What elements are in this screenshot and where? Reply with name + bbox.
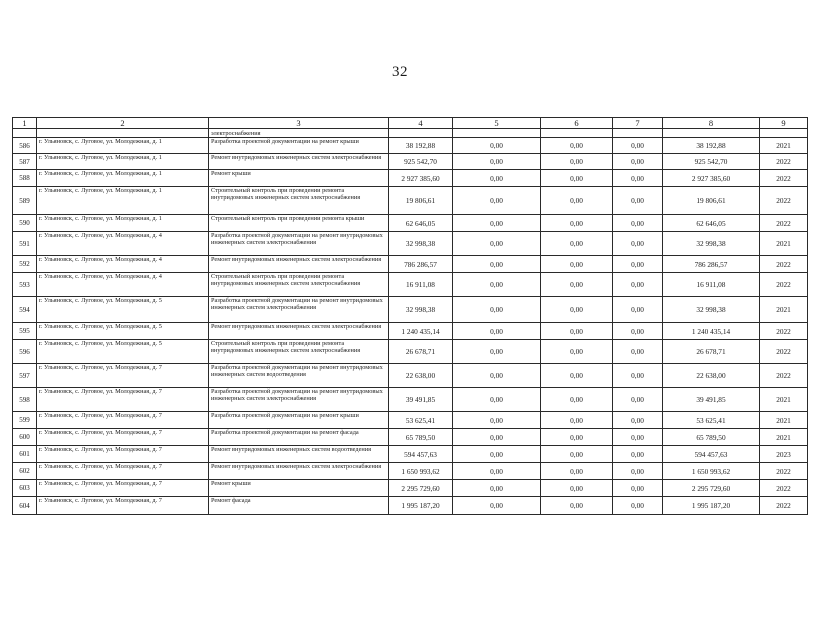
budget-share-cell: 0,00	[541, 388, 613, 412]
fund-total-cell: 38 192,88	[663, 138, 760, 154]
row-number: 598	[13, 388, 37, 412]
page-number: 32	[392, 64, 408, 80]
budget-share-cell: 0,00	[541, 497, 613, 515]
total-cost-cell: 786 286,57	[389, 256, 453, 273]
total-cost-cell: 1 240 435,14	[389, 323, 453, 340]
fund-share-cell: 0,00	[453, 154, 541, 170]
owner-share-cell: 0,00	[613, 412, 663, 429]
fund-share-cell: 0,00	[453, 446, 541, 463]
year-cell: 2021	[760, 412, 808, 429]
address-cell: г. Ульяновск, с. Луговое, ул. Молодежная, д. 5	[37, 297, 209, 323]
address-cell: г. Ульяновск, с. Луговое, ул. Молодежная, д. 4	[37, 232, 209, 256]
table-row	[13, 187, 808, 215]
fund-total-cell: 2 927 385,60	[663, 170, 760, 187]
table-row	[13, 364, 808, 388]
fund-total-cell: 1 650 993,62	[663, 463, 760, 480]
year-cell: 2022	[760, 273, 808, 297]
fund-share-cell: 0,00	[453, 273, 541, 297]
total-cost-cell: 1 650 993,62	[389, 463, 453, 480]
budget-share-cell: 0,00	[541, 273, 613, 297]
address-cell: г. Ульяновск, с. Луговое, ул. Молодежная, д. 4	[37, 273, 209, 297]
fund-total-cell: 594 457,63	[663, 446, 760, 463]
work-type-cell: Ремонт внутридомовых инженерных систем электроснабжения	[209, 463, 389, 480]
table-row	[13, 429, 808, 446]
table-row	[13, 323, 808, 340]
budget-share-cell: 0,00	[541, 446, 613, 463]
column-header: 7	[613, 118, 663, 129]
row-number: 600	[13, 429, 37, 446]
work-type-cell: Разработка проектной документации на ремонт внутридомовых инженерных систем электроснабжения	[209, 232, 389, 256]
column-header: 9	[760, 118, 808, 129]
fund-total-cell: 2 295 729,60	[663, 480, 760, 497]
address-cell: г. Ульяновск, с. Луговое, ул. Молодежная, д. 1	[37, 170, 209, 187]
budget-share-cell: 0,00	[541, 463, 613, 480]
work-type-cell: Строительный контроль при проведении ремонта внутридомовых инженерных систем электроснабжения	[209, 273, 389, 297]
year-cell: 2022	[760, 170, 808, 187]
total-cost-cell: 2 295 729,60	[389, 480, 453, 497]
column-header: 1	[13, 118, 37, 129]
owner-share-cell: 0,00	[613, 323, 663, 340]
address-cell: г. Ульяновск, с. Луговое, ул. Молодежная, д. 7	[37, 429, 209, 446]
budget-share-cell: 0,00	[541, 232, 613, 256]
budget-share-cell: 0,00	[541, 138, 613, 154]
address-cell: г. Ульяновск, с. Луговое, ул. Молодежная, д. 1	[37, 187, 209, 215]
row-number: 593	[13, 273, 37, 297]
budget-share-cell: 0,00	[541, 364, 613, 388]
row-number: 594	[13, 297, 37, 323]
year-cell: 2021	[760, 388, 808, 412]
table-row	[13, 232, 808, 256]
owner-share-cell: 0,00	[613, 170, 663, 187]
row-number: 588	[13, 170, 37, 187]
row-number: 596	[13, 340, 37, 364]
address-cell: г. Ульяновск, с. Луговое, ул. Молодежная, д. 7	[37, 364, 209, 388]
row-number: 591	[13, 232, 37, 256]
fund-total-cell: 32 998,38	[663, 232, 760, 256]
fund-total-cell: 786 286,57	[663, 256, 760, 273]
table-row	[13, 170, 808, 187]
budget-share-cell: 0,00	[541, 297, 613, 323]
address-cell: г. Ульяновск, с. Луговое, ул. Молодежная, д. 7	[37, 412, 209, 429]
total-cost-cell: 32 998,38	[389, 297, 453, 323]
fund-total-cell: 26 678,71	[663, 340, 760, 364]
fund-share-cell: 0,00	[453, 138, 541, 154]
work-type-cell: Ремонт внутридомовых инженерных систем водоотведения	[209, 446, 389, 463]
fund-share-cell: 0,00	[453, 463, 541, 480]
row-number: 595	[13, 323, 37, 340]
work-type-cell: Разработка проектной документации на ремонт крыши	[209, 412, 389, 429]
row-number: 599	[13, 412, 37, 429]
address-cell: г. Ульяновск, с. Луговое, ул. Молодежная, д. 7	[37, 446, 209, 463]
year-cell: 2022	[760, 480, 808, 497]
total-cost-cell: 594 457,63	[389, 446, 453, 463]
work-type-cell: Ремонт крыши	[209, 480, 389, 497]
table-body	[13, 129, 808, 515]
row-number: 604	[13, 497, 37, 515]
fund-share-cell: 0,00	[453, 480, 541, 497]
column-header: 6	[541, 118, 613, 129]
total-cost-cell: 925 542,70	[389, 154, 453, 170]
owner-share-cell: 0,00	[613, 187, 663, 215]
fund-share-cell: 0,00	[453, 412, 541, 429]
total-cost-cell: 62 646,05	[389, 215, 453, 232]
address-cell: г. Ульяновск, с. Луговое, ул. Молодежная, д. 7	[37, 497, 209, 515]
row-number: 586	[13, 138, 37, 154]
work-type-cell: Ремонт внутридомовых инженерных систем электроснабжения	[209, 323, 389, 340]
fund-share-cell: 0,00	[453, 256, 541, 273]
total-cost-cell: 39 491,85	[389, 388, 453, 412]
fund-total-cell: 62 646,05	[663, 215, 760, 232]
table-row	[13, 388, 808, 412]
owner-share-cell: 0,00	[613, 154, 663, 170]
owner-share-cell: 0,00	[613, 340, 663, 364]
fund-share-cell: 0,00	[453, 297, 541, 323]
work-type-cell: Ремонт фасада	[209, 497, 389, 515]
year-cell: 2022	[760, 340, 808, 364]
address-cell: г. Ульяновск, с. Луговое, ул. Молодежная, д. 7	[37, 480, 209, 497]
total-cost-cell: 22 638,00	[389, 364, 453, 388]
fund-share-cell: 0,00	[453, 187, 541, 215]
address-cell: г. Ульяновск, с. Луговое, ул. Молодежная, д. 7	[37, 463, 209, 480]
budget-share-cell: 0,00	[541, 480, 613, 497]
table-row	[13, 215, 808, 232]
address-cell: г. Ульяновск, с. Луговое, ул. Молодежная, д. 1	[37, 138, 209, 154]
total-cost-cell: 1 995 187,20	[389, 497, 453, 515]
year-cell: 2022	[760, 497, 808, 515]
table-row	[13, 412, 808, 429]
fund-total-cell: 19 806,61	[663, 187, 760, 215]
year-cell: 2021	[760, 138, 808, 154]
fund-share-cell: 0,00	[453, 340, 541, 364]
address-cell: г. Ульяновск, с. Луговое, ул. Молодежная, д. 5	[37, 323, 209, 340]
work-type-cell: Ремонт внутридомовых инженерных систем электроснабжения	[209, 154, 389, 170]
row-number: 597	[13, 364, 37, 388]
owner-share-cell: 0,00	[613, 429, 663, 446]
owner-share-cell: 0,00	[613, 232, 663, 256]
address-cell: г. Ульяновск, с. Луговое, ул. Молодежная, д. 4	[37, 256, 209, 273]
owner-share-cell: 0,00	[613, 273, 663, 297]
year-cell: 2022	[760, 215, 808, 232]
year-cell: 2022	[760, 463, 808, 480]
address-cell: г. Ульяновск, с. Луговое, ул. Молодежная, д. 7	[37, 388, 209, 412]
work-type-cell: Строительный контроль при проведении ремонта крыши	[209, 215, 389, 232]
budget-share-cell: 0,00	[541, 429, 613, 446]
row-number: 602	[13, 463, 37, 480]
budget-share-cell: 0,00	[541, 340, 613, 364]
register-table	[12, 117, 808, 515]
fund-total-cell: 925 542,70	[663, 154, 760, 170]
row-number: 590	[13, 215, 37, 232]
column-header: 3	[209, 118, 389, 129]
table-row	[13, 497, 808, 515]
row-number: 603	[13, 480, 37, 497]
work-type-cell: Разработка проектной документации на ремонт фасада	[209, 429, 389, 446]
owner-share-cell: 0,00	[613, 138, 663, 154]
fund-share-cell: 0,00	[453, 232, 541, 256]
column-header: 5	[453, 118, 541, 129]
work-type-cell: Ремонт внутридомовых инженерных систем электроснабжения	[209, 256, 389, 273]
budget-share-cell: 0,00	[541, 323, 613, 340]
row-number: 601	[13, 446, 37, 463]
fund-total-cell: 1 995 187,20	[663, 497, 760, 515]
table-row	[13, 446, 808, 463]
table-row	[13, 480, 808, 497]
total-cost-cell: 38 192,88	[389, 138, 453, 154]
fund-share-cell: 0,00	[453, 364, 541, 388]
address-cell: г. Ульяновск, с. Луговое, ул. Молодежная, д. 1	[37, 154, 209, 170]
work-type-cell: Разработка проектной документации на ремонт крыши	[209, 138, 389, 154]
address-cell: г. Ульяновск, с. Луговое, ул. Молодежная, д. 1	[37, 215, 209, 232]
owner-share-cell: 0,00	[613, 364, 663, 388]
total-cost-cell: 16 911,08	[389, 273, 453, 297]
total-cost-cell: 65 789,50	[389, 429, 453, 446]
owner-share-cell: 0,00	[613, 297, 663, 323]
row-number: 587	[13, 154, 37, 170]
owner-share-cell: 0,00	[613, 446, 663, 463]
budget-share-cell: 0,00	[541, 187, 613, 215]
work-type-cell: Строительный контроль при проведении ремонта внутридомовых инженерных систем электроснабжения	[209, 187, 389, 215]
total-cost-cell: 32 998,38	[389, 232, 453, 256]
table-row	[13, 273, 808, 297]
table-row	[13, 154, 808, 170]
table-row	[13, 297, 808, 323]
budget-share-cell: 0,00	[541, 256, 613, 273]
table-row	[13, 463, 808, 480]
address-cell: г. Ульяновск, с. Луговое, ул. Молодежная, д. 5	[37, 340, 209, 364]
owner-share-cell: 0,00	[613, 215, 663, 232]
year-cell: 2022	[760, 323, 808, 340]
year-cell: 2021	[760, 232, 808, 256]
table-row	[13, 340, 808, 364]
work-type-cell: Строительный контроль при проведении ремонта внутридомовых инженерных систем электроснабжения	[209, 340, 389, 364]
row-number: 589	[13, 187, 37, 215]
table-row	[13, 256, 808, 273]
year-cell: 2023	[760, 446, 808, 463]
year-cell: 2022	[760, 364, 808, 388]
year-cell: 2021	[760, 297, 808, 323]
owner-share-cell: 0,00	[613, 256, 663, 273]
year-cell: 2022	[760, 154, 808, 170]
fund-share-cell: 0,00	[453, 170, 541, 187]
column-header: 8	[663, 118, 760, 129]
continuation-row	[13, 129, 808, 138]
column-header: 4	[389, 118, 453, 129]
fund-total-cell: 16 911,08	[663, 273, 760, 297]
work-type-cell: Разработка проектной документации на ремонт внутридомовых инженерных систем электроснабжения	[209, 388, 389, 412]
owner-share-cell: 0,00	[613, 463, 663, 480]
year-cell: 2021	[760, 429, 808, 446]
fund-share-cell: 0,00	[453, 388, 541, 412]
total-cost-cell: 53 625,41	[389, 412, 453, 429]
table-row	[13, 138, 808, 154]
owner-share-cell: 0,00	[613, 497, 663, 515]
fund-total-cell: 39 491,85	[663, 388, 760, 412]
fund-share-cell: 0,00	[453, 215, 541, 232]
total-cost-cell: 2 927 385,60	[389, 170, 453, 187]
budget-share-cell: 0,00	[541, 154, 613, 170]
budget-share-cell: 0,00	[541, 170, 613, 187]
fund-share-cell: 0,00	[453, 497, 541, 515]
year-cell: 2022	[760, 187, 808, 215]
fund-share-cell: 0,00	[453, 323, 541, 340]
year-cell: 2022	[760, 256, 808, 273]
fund-total-cell: 32 998,38	[663, 297, 760, 323]
header-row	[13, 118, 808, 129]
fund-total-cell: 22 638,00	[663, 364, 760, 388]
owner-share-cell: 0,00	[613, 388, 663, 412]
fund-total-cell: 65 789,50	[663, 429, 760, 446]
budget-share-cell: 0,00	[541, 412, 613, 429]
budget-share-cell: 0,00	[541, 215, 613, 232]
fund-share-cell: 0,00	[453, 429, 541, 446]
row-number: 592	[13, 256, 37, 273]
owner-share-cell: 0,00	[613, 480, 663, 497]
total-cost-cell: 26 678,71	[389, 340, 453, 364]
work-type-cell: Ремонт крыши	[209, 170, 389, 187]
fund-total-cell: 1 240 435,14	[663, 323, 760, 340]
column-header: 2	[37, 118, 209, 129]
fund-total-cell: 53 625,41	[663, 412, 760, 429]
total-cost-cell: 19 806,61	[389, 187, 453, 215]
continuation-text: электроснабжения	[209, 129, 389, 138]
work-type-cell: Разработка проектной документации на ремонт внутридомовых инженерных систем водоотведения	[209, 364, 389, 388]
work-type-cell: Разработка проектной документации на ремонт внутридомовых инженерных систем электроснабжения	[209, 297, 389, 323]
